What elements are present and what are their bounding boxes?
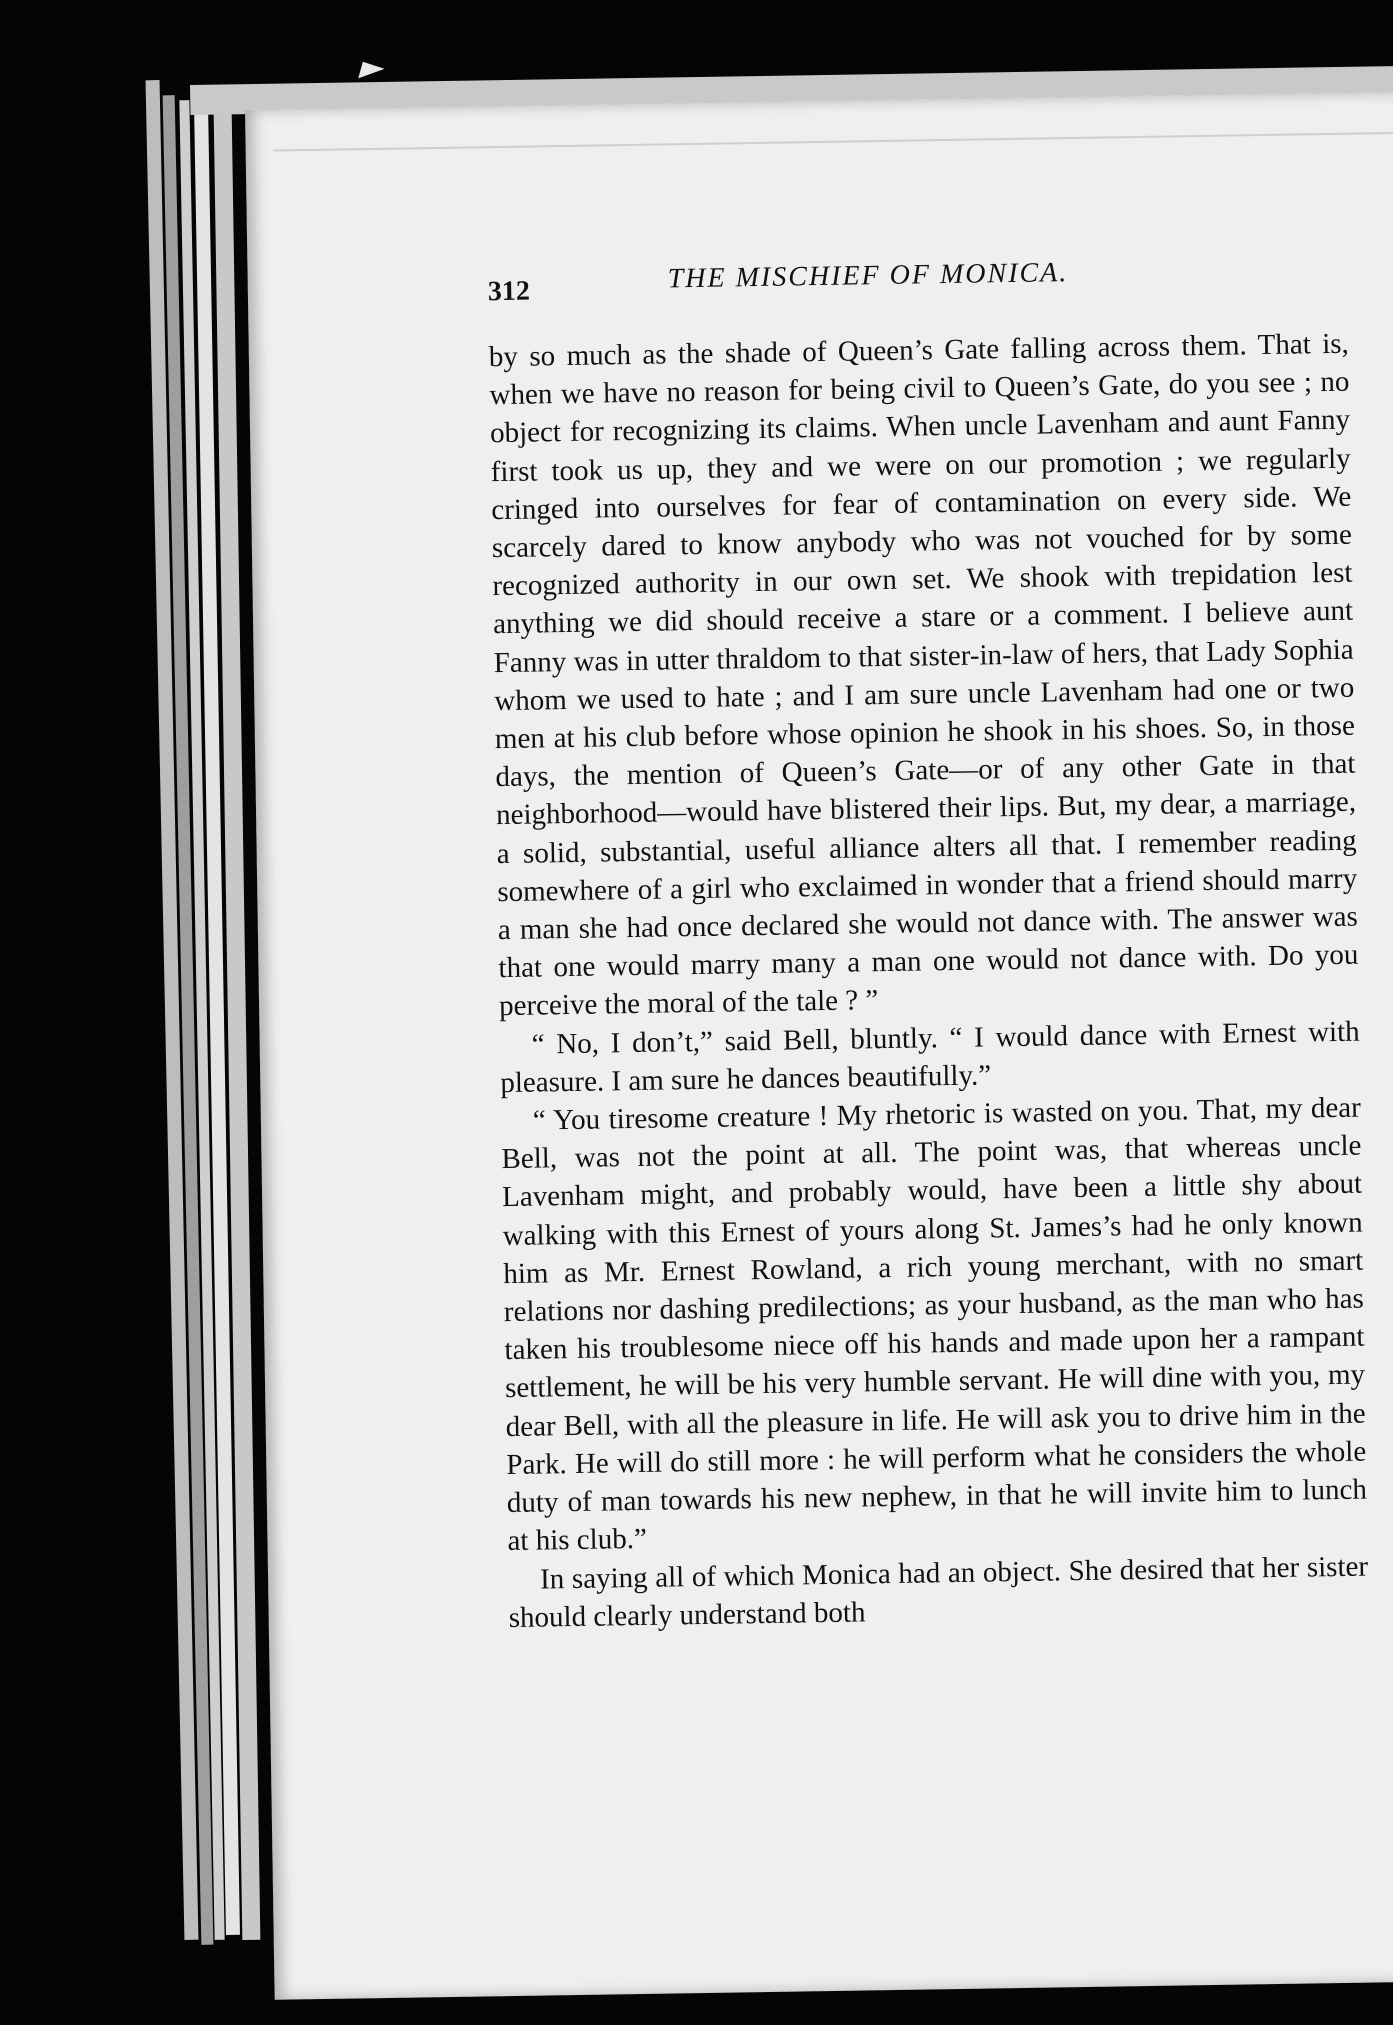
body-text xyxy=(489,325,1369,1637)
running-title: THE MISCHIEF OF MONICA. xyxy=(667,257,1069,295)
page-fold-line xyxy=(274,132,1393,152)
page-number: 312 xyxy=(487,275,531,308)
book-page xyxy=(245,91,1393,2000)
paragraph: by so much as the shade of Queen’s Gate falling across them. That is, when we have no reason for being civil to Queen’s Gate, do you see ; no object for recognizing its claims. When uncle Lavenham and aunt Fanny first took us up, they and we were on our promotion ; we regularly cringed into ourselves for fear of contamination on every side. We scarcely dared to know anybody who was not vouched for by some recognized authority in our own set. We shook with trepidation lest anything we did should receive a stare or a comment. I believe aunt Fanny was in utter thraldom to that sister-in-law of hers, that Lady Sophia whom we used to hate ; and I am sure uncle Lavenham had one or two men at his club before whose opinion he shook in his shoes. So, in those days, the mention of Queen’s Gate—or of any other Gate in that neighborhood—would have blistered their lips. But, my dear, a marriage, a solid, substantial, useful alliance alters all that. I remember reading somewhere of a girl who exclaimed in wonder that a friend should marry a man she had once declared she would not dance with. The answer was that one would marry many a man one would not dance with. Do you perceive the moral of the tale ? ” xyxy=(488,327,1359,1023)
paragraph: “ No, I don’t,” said Bell, bluntly. “ I would dance with Ernest with pleasure. I am sure he dances beautifully.” xyxy=(500,1015,1360,1099)
page-header xyxy=(487,257,1368,308)
paragraph: In saying all of which Monica had an object. She desired that her sister should clearly understand both xyxy=(508,1550,1369,1634)
paragraph: “ You tiresome creature ! My rhetoric is wasted on you. That, my dear Bell, was not the point at all. The point was, that whereas uncle Lavenham might, and probably would, have been a little shy about walking with this Ernest of yours along St. James’s had he only known him as Mr. Ernest Rowland, a rich young merchant, with no smart relations nor dashing predilections; as your husband, as the man who has taken his troublesome niece off his hands and made upon her a rampant settlement, he will be his very humble servant. He will dine with you, my dear Bell, with all the pleasure in life. He will ask you to drive him in the Park. He will do still more : he will perform what he considers the whole duty of man towards his new nephew, in that he will invite him to lunch at his club.” xyxy=(501,1091,1368,1558)
paper-fragment xyxy=(353,56,384,79)
